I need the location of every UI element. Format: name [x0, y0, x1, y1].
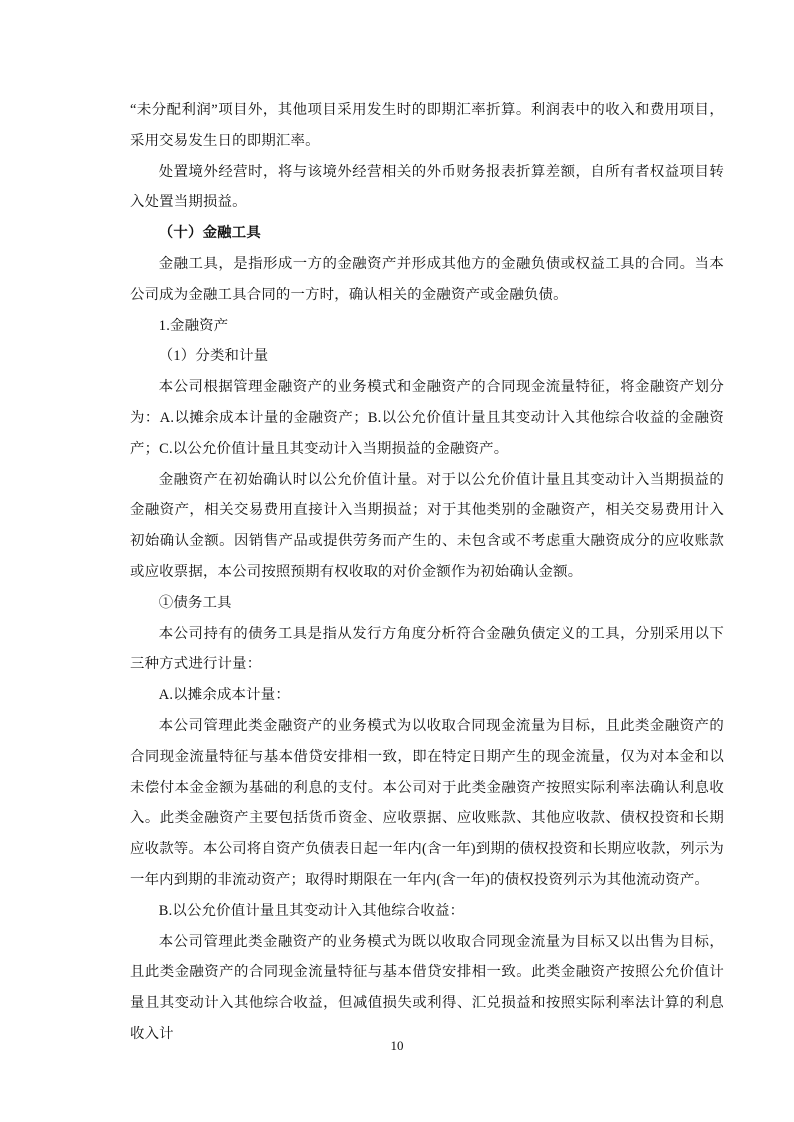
- paragraph: ①债务工具: [158, 594, 232, 611]
- paragraph: 本公司管理此类金融资产的业务模式为既以收取合同现金流量为目标又以出售为目标，且此类金融资产的合同现金流量特征与基本借贷安排相一致。此类金融资产按照公允价值计量且其变动计入其他综合收益，但减值损失或利得、汇兑损益和按照实际利率法计算的利息收入计: [130, 933, 724, 1042]
- paragraph: 本公司持有的债务工具是指从发行方角度分析符合金融负债定义的工具，分别采用以下三种方式进行计量：: [130, 625, 724, 673]
- paragraph: （1）分类和计量: [158, 348, 269, 365]
- page-footer: [0, 1036, 794, 1056]
- paragraph: “未分配利润”项目外，其他项目采用发生时的即期汇率折算。利润表中的收入和费用项目，采用交易发生日的即期汇率。: [130, 102, 724, 149]
- paragraph: 金融资产在初始确认时以公允价值计量。对于以公允价值计量且其变动计入当期损益的金融资产，相关交易费用直接计入当期损益；对于其他类别的金融资产，相关交易费用计入初始确认金额。因销售产品或提供劳务而产生的、未包含或不考虑重大融资成分的应收账款或应收票据，本公司按照预期有权收取的对价金额作为初始确认金额。: [130, 471, 724, 580]
- paragraph: 1.金融资产: [158, 317, 229, 334]
- page-number: 10: [390, 1038, 404, 1053]
- paragraph: A.以摊余成本计量：: [158, 687, 290, 704]
- paragraph: 本公司管理此类金融资产的业务模式为以收取合同现金流量为目标，且此类金融资产的合同现金流量特征与基本借贷安排相一致，即在特定日期产生的现金流量，仅为对本金和以未偿付本金金额为基础的利息的支付。本公司对于此类金融资产按照实际利率法确认利息收入。此类金融资产主要包括货币资金、应收票据、应收账款、其他应收款、债权投资和长期应收款等。本公司将自资产负债表日起一年内(含一年)到期的债权投资和长期应收款，列示为一年内到期的非流动资产；取得时期限在一年内(含一年)的债权投资列示为其他流动资产。: [130, 717, 724, 888]
- document-body: [130, 95, 724, 1050]
- paragraph: B.以公允价值计量且其变动计入其他综合收益：: [158, 902, 465, 919]
- paragraph: 本公司根据管理金融资产的业务模式和金融资产的合同现金流量特征，将金融资产划分为：A.以摊余成本计量的金融资产；B.以公允价值计量且其变动计入其他综合收益的金融资产；C.以公允价值计量且其变动计入当期损益的金融资产。: [130, 379, 724, 457]
- paragraph: 金融工具，是指形成一方的金融资产并形成其他方的金融负债或权益工具的合同。当本公司成为金融工具合同的一方时，确认相关的金融资产或金融负债。: [130, 255, 724, 303]
- section-heading: （十）金融工具: [158, 225, 261, 242]
- paragraph: 处置境外经营时，将与该境外经营相关的外币财务报表折算差额，自所有者权益项目转入处置当期损益。: [130, 163, 724, 211]
